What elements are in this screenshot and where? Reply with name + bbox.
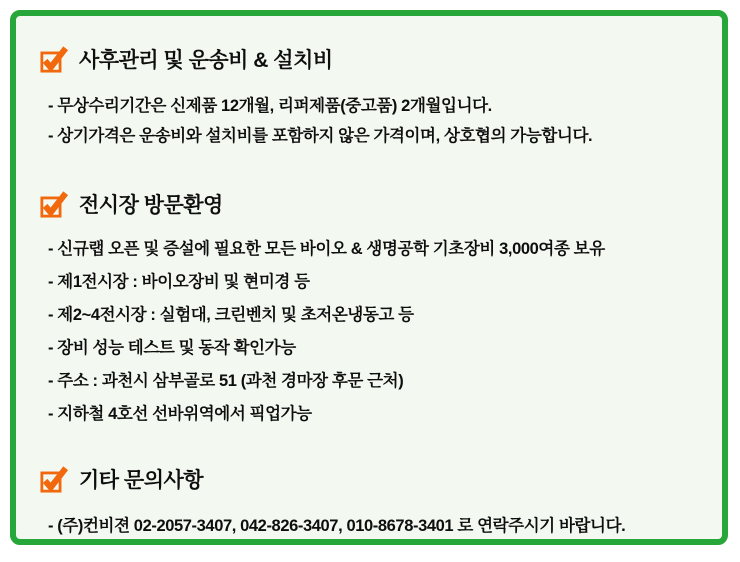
section-items bbox=[40, 511, 704, 541]
list-item: - 무상수리기간은 신제품 12개월, 리퍼제품(중고품) 2개월입니다. bbox=[48, 97, 492, 115]
section-items bbox=[40, 91, 704, 151]
list-item: - 상기가격은 운송비와 설치비를 포함하지 않은 가격이며, 상호협의 가능합니다. bbox=[48, 127, 593, 145]
section-title: 사후관리 및 운송비 & 설치비 bbox=[79, 49, 333, 72]
section-showroom bbox=[40, 189, 704, 431]
list-item: - (주)컨비젼 02-2057-3407, 042-826-3407, 010-8678-3401 로 연락주시기 바랍니다. bbox=[48, 517, 626, 535]
section-aftercare bbox=[40, 44, 704, 151]
list-item: - 제2~4전시장 : 실험대, 크린벤치 및 초저온냉동고 등 bbox=[48, 306, 414, 324]
notice-panel bbox=[10, 10, 728, 545]
section-items bbox=[40, 233, 704, 431]
section-header bbox=[40, 189, 704, 219]
section-title: 전시장 방문환영 bbox=[79, 194, 223, 217]
section-contact bbox=[40, 464, 704, 541]
list-item: - 주소 : 과천시 삼부골로 51 (과천 경마장 후문 근처) bbox=[48, 372, 404, 390]
list-item: - 장비 성능 테스트 및 동작 확인가능 bbox=[48, 339, 296, 357]
checkbox-icon bbox=[40, 190, 68, 218]
list-item: - 신규랩 오픈 및 증설에 필요한 모든 바이오 & 생명공학 기초장비 3,000여종 보유 bbox=[48, 240, 605, 258]
list-item: - 지하철 4호선 선바위역에서 픽업가능 bbox=[48, 405, 312, 423]
section-header bbox=[40, 44, 704, 74]
checkbox-icon bbox=[40, 465, 68, 493]
list-item: - 제1전시장 : 바이오장비 및 현미경 등 bbox=[48, 273, 310, 291]
section-title: 기타 문의사항 bbox=[79, 469, 204, 492]
section-header bbox=[40, 464, 704, 494]
checkbox-icon bbox=[40, 45, 68, 73]
